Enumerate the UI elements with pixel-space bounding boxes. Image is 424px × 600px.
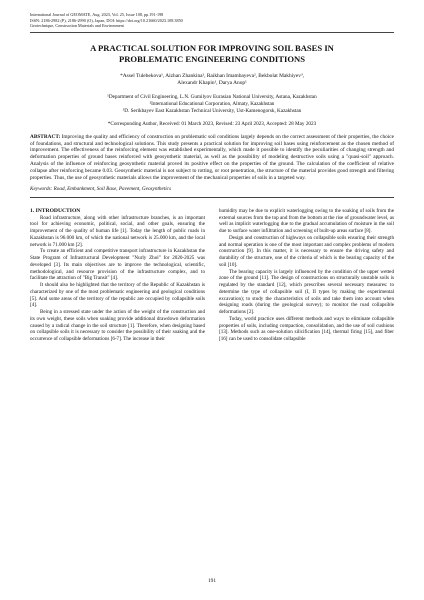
journal-header-line: International Journal of GEOMATE, Aug. 2023, Vol. 25, Issue 108, pp.191-198 bbox=[30, 12, 164, 17]
body-paragraph: Design and construction of highways on collapsible soils ensuring their strength and normal operation is one of the most important and complex problems of modern construction [9]. In this matter, it is necessary to ensure the driving safety and durability of the structure, one of the criteria of which is the bearing capacity of the soil [10]. bbox=[219, 234, 394, 268]
paper-title bbox=[30, 43, 394, 65]
abstract-text: Improving the quality and efficiency of construction on problematic soil conditions largely depends on the correct assessment of their properties, the choice of foundations, and structural and technological solutions. This study presents a practical solution for improving soil bases using reinforcement as the chosen method of improvement. The effectiveness of the reinforcing element was established experimentally, which made it possible to identify the peculiarities of changing strength and deformation properties of ground bases reinforced with geosynthetic material, as well as the possibility of modeling destructive soils using a "quasi-soil" approach. Analysis of the influence of reinforcing geosynthetic material proved its positive effect on the properties of the ground. The calculation of the coefficient of relative collapse after reinforcing became 0.03. Geosynthetic material is not subject to rotting, or root penetration, the structure of the material provides good strength and filtering properties. Thus, the use of geosynthetic materials allows the improvement of the mechanical properties of soils in a targeted way. bbox=[30, 133, 394, 182]
left-column bbox=[30, 208, 205, 343]
body-paragraph: It should also be highlighted that the territory of the Republic of Kazakhstan is characterized by one of the most problematic engineering and geological conditions [5]. And some areas of the territory of the republic are occupied by collapsible soils [4]. bbox=[30, 282, 205, 309]
section-heading: 1. INTRODUCTION bbox=[30, 207, 81, 214]
affiliation: ²International Educational Corporation, Almaty, Kazakhstan bbox=[149, 100, 275, 107]
body-paragraph: humidity may be due to explicit waterlogging owing to the soaking of soils from the external sources from the top and from the bottom at the rise of groundwater level, as well as implicit waterlogging due to the gradual accumulation of moisture in the soil due to surface water infiltration and screening of built-up areas surface [8]. bbox=[219, 207, 394, 235]
abstract-divider bbox=[30, 197, 394, 198]
body-paragraph: The bearing capacity is largely influenced by the condition of the upper wetted zone of the ground [11]. The design of constructions on structurally unstable soils is regulated by the standard [12], which prescribes several necessary measures: to determine the type of collapsible soil (I, II types by making the experimental excavation); to study the characteristics of soils and take them into account when designing roads (during the geological survey); to monitor the road collapsible deformations [2]. bbox=[219, 268, 394, 316]
affiliation: ³D. Serikbayev East Kazakhstan Technical University, Ust-Kamenogorsk, Kazakhstan bbox=[122, 107, 302, 114]
abstract-label: ABSTRACT: bbox=[30, 133, 61, 140]
page-number: 191 bbox=[207, 578, 217, 584]
body-paragraph: Road infrastructure, along with other infrastructure branches, is an important tool for achieving economic, political, social, and other goals, ensuring the improvement of the quality of human life [1]. Today the length of public roads in Kazakhstan is 96.000 km, of which the national network is 25.000 km, and the local network is 71.000 km [2]. bbox=[30, 214, 205, 248]
correspondence-line: *Corresponding Author, Received: 01 March 2023, Revised: 23 April 2023, Accepted: 28 May 2023 bbox=[107, 120, 317, 127]
author-list bbox=[30, 73, 394, 88]
author-line: Alexandr Khapin¹, Darya Anop¹ bbox=[177, 80, 247, 87]
journal-header-line: ISSN: 2186-2982 (P), 2186-2990 (O), Japan, DOI: https://doi.org/10.21660/2023.108.3850 bbox=[30, 17, 183, 23]
right-column bbox=[219, 208, 394, 343]
body-paragraph: Today, world practice uses different methods and ways to eliminate collapsible properties of soils, including compaction, consolidation, and the use of soil cushions [13]. Methods such as one-solution silicification [14], thermal firing [15], and fiber [16] can be used to consolidate collapsible bbox=[219, 315, 394, 343]
header-divider bbox=[30, 32, 394, 33]
body-paragraph: To create an efficient and competitive transport infrastructure in Kazakhstan the State Program of Infrastructural Development "Nurly Zhol" for 2020-2025 was developed [3]. Its main objectives are to improve the technological, scientific, methodological, and resource provision of the infrastructure complex, and to facilitate the attraction of "Big Transit" [4]. bbox=[30, 248, 205, 282]
keywords: Keywords: Road, Embankment, Soil Base, Pavement, Geosynthetics bbox=[30, 185, 171, 192]
paper-title-line: A PRACTICAL SOLUTION FOR IMPROVING SOIL BASES IN bbox=[90, 42, 334, 53]
affiliation: ¹Department of Civil Engineering, L.N. Gumilyov Eurasian National University, Astana, Kazakhstan bbox=[107, 93, 317, 100]
journal-header bbox=[30, 12, 394, 29]
affiliation-list bbox=[30, 94, 394, 115]
author-line: *Assel Tulebekova¹, Aizhan Zhankina¹, Raikhan Imambayeva², Bekbolat Makhiyev³, bbox=[120, 72, 304, 79]
paper-title-line: PROBLEMATIC ENGINEERING CONDITIONS bbox=[118, 53, 306, 64]
abstract bbox=[30, 134, 394, 182]
journal-header-line: Geotechnique, Construction Materials and Environment bbox=[30, 23, 124, 29]
body-columns bbox=[30, 208, 394, 343]
body-paragraph: Being in a stressed state under the action of the weight of the construction and its own weight, these soils when soaking provide additional drawdown deformation caused by a radical change in the soil structure [1]. Therefore, when designing based on collapsible soils it is necessary to consider the possibility of their soaking and the occurrence of collapsible deformations [6-7]. The increase in their bbox=[30, 309, 205, 343]
